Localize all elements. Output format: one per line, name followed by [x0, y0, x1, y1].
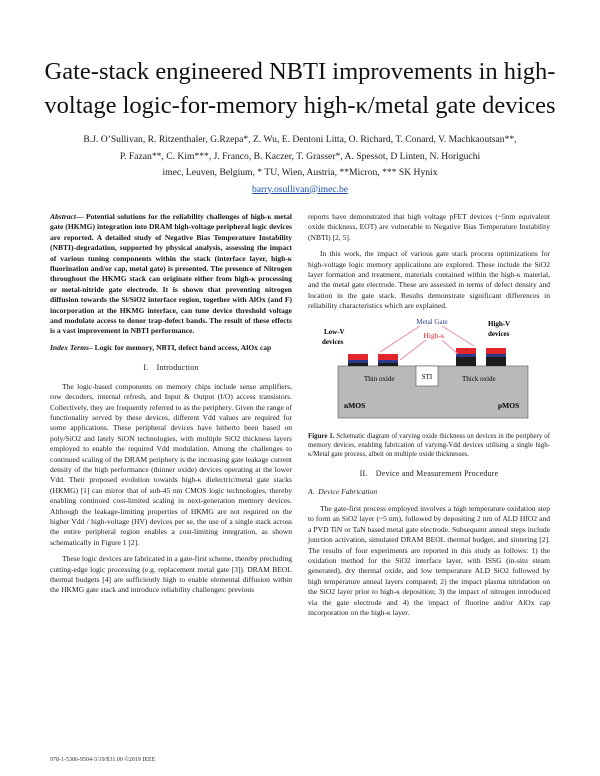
- low-v-gate-stack-1: [348, 354, 368, 366]
- left-column: [50, 212, 292, 602]
- subsection-heading-fabrication: A. Device Fabrication: [308, 487, 378, 497]
- email-link[interactable]: barry.osullivan@imec.be: [251, 183, 349, 195]
- metal-gate-pointer-2: [442, 326, 474, 346]
- thick-oxide-label: Thick oxide: [462, 374, 496, 383]
- copyright-footer: 978-1-5386-9504-3/19/$31.00 ©2019 IEEE: [50, 757, 156, 763]
- low-v-label: Low-V: [324, 327, 345, 336]
- high-k-pointer-2: [442, 340, 458, 354]
- author-line-1: B.J. O’Sullivan, R. Ritzenthaler, G.Rzepa*, Z. Wu, E. Dentoni Litta, O. Richard, T. Conard, V. Machkaoutsan**,: [83, 134, 517, 145]
- intro-paragraph-1: The logic-based components on memory chips include sense amplifiers, row decoders, internal refresh, and Input & Output (I/O) access transistors. Collectively, they are frequently referred to as the periphery. Given the range of functionality served by these devices, different Vdd values are required for some applications. These peripheral devices have hitherto been based on poly/SiO2 and lately SiON technologies, with multiple SiO2 thickness layers employed to enable the required Vdd modulation. Among the challenges to continued scaling of the DRAM periphery is the increasing gate leakage current density of the high performance (thinner oxide) devices operating at the lower Vdd. Their proposed evolution towards high-κ dielectric/metal gate stacks (HKMG) [1] can mirror that of sub-45 nm CMOS logic technologies, thereby enabling continued cost-limited scaling in next-generation memory devices. Although the leakage-limiting properties of HKMG are not required on the higher Vdd / high-voltage (HV) devices per se, the use of a single stack across the entire peripheral region enables a cost-limiting integration, as shown schematically in Figure 1 [2].: [50, 381, 292, 547]
- metal-gate-pointer: [380, 326, 420, 352]
- high-k-pointer: [400, 340, 426, 360]
- right-paragraph-1: reports have demonstrated that high voltage pFET devices (~5nm equivalent oxide thickness, EOT) are vulnerable to Negative Bias Temperature Instability (NBTI) [2, 5].: [308, 212, 550, 242]
- abstract: [50, 212, 292, 337]
- author-block: [40, 132, 560, 198]
- thin-oxide-label: Thin oxide: [364, 374, 395, 383]
- high-v-gate-stack-1: [456, 348, 476, 366]
- abstract-text: — Potential solutions for the reliability challenges of high-κ metal gate (HKMG) integration into DRAM high-voltage peripheral logic devices are reported. A detailed study of Negative Bias Temperature Instability (NBTI)-degradation, supported by physical analysis, assessing the impact of various tuning components within the stack (interface layer, high-κ fluorination and/or cap, metal gate) is presented. The presence of Nitrogen throughout the HKMG stack can originate either from high-κ processing or metal-nitride gate electrode. It is shown that preventing nitrogen diffusion towards the Si/SiO2 interface region, together with AlOx (and F) incorporation at the HKMG interface, can tune device threshold voltage and modulate access to donor trap-defect bands. The result of these effects is a vast improvement in NBTI performance.: [50, 212, 292, 336]
- figure-1: [308, 318, 550, 459]
- fabrication-paragraph: The gate-first process employed involves a high temperature oxidation step to form an SiO2 layer (~5 nm), followed by depositing 2 nm of ALD HfO2 and a PVD TiN or TaN based metal gate electrode. Subsequent anneal steps include junction activation, simulated DRAM BEOL thermal budget, and sintering [2]. The results of four experiments are reported in this study as follows: 1) the oxidation method for the SiO2 interface layer, with ISSG (in-situ steam generated), dry thermal oxide, and low temperature ALD SiO2 followed by high temperature anneal layers compared; 2) the impact plasma nitridation on the SiO2 layer prior to high-κ deposition; 3) the impact of nitrogen introduced via the gate electrode and 4) the impact of fluorine and/or AlOx cap incorporation on the high-κ layer.: [308, 503, 550, 617]
- high-v-label: High-V: [488, 319, 511, 328]
- figure-caption: [308, 432, 550, 459]
- nmos-label: nMOS: [344, 400, 366, 410]
- index-terms: [50, 343, 292, 353]
- high-v-gate-stack-2: [486, 348, 506, 366]
- high-k-label: High-κ: [423, 330, 445, 340]
- low-v-devices-label: devices: [322, 337, 344, 346]
- metal-gate-label: Metal Gate: [416, 317, 448, 326]
- abstract-label: Abstract: [50, 212, 76, 221]
- right-column: [308, 212, 550, 624]
- figure-caption-text: Schematic diagram of varying oxide thickness on devices in the periphery of memory devices, enabling fabrication of varying-Vdd devices utilising a single high-κ/Metal gate process, albeit on multiple oxide thicknesses.: [308, 433, 550, 459]
- low-v-gate-stack-2: [378, 354, 398, 366]
- section-heading-introduction: I. Introduction: [143, 363, 199, 373]
- device-schematic: [308, 318, 550, 426]
- pmos-label: pMOS: [498, 400, 520, 410]
- intro-paragraph-2: These logic devices are fabricated in a gate-first scheme, thereby precluding cutting-edge logic processing (e.g. replacement metal gate [3]). DRAM BEOL thermal budgets [4] are sufficiently high to enable elemental diffusion within the HKMG gate stack and introduce reliability challenges: previous: [50, 554, 292, 595]
- index-terms-label: Index Terms: [50, 342, 89, 352]
- paper-title: Gate-stack engineered NBTI improvements in high-voltage logic-for-memory high-κ/metal gate devices: [44, 58, 556, 119]
- section-heading-device: II. Device and Measurement Procedure: [359, 469, 499, 479]
- high-v-devices-label: devices: [488, 329, 510, 338]
- author-line-2: P. Fazan**, C. Kim***, J. Franco, B. Kaczer, T. Grasser*, A. Spessot, D Linten, N. Horiguchi: [119, 150, 481, 162]
- figure-caption-label: Figure 1.: [308, 433, 335, 441]
- sti-label: STI: [421, 372, 433, 381]
- index-terms-text: – Logic for memory, NBTI, defect band access, AlOx cap: [88, 342, 272, 352]
- right-paragraph-2: In this work, the impact of various gate stack process optimizations for high-voltage logic memory applications are explored. These include the SiO2 layer formation and treatment, materials contained within the high-κ material, and the metal gate electrode. These are assessed in terms of defect density and location in the gate stack. Results demonstrate significant differences in reliability characteristics which are explained.: [308, 249, 550, 311]
- affiliations: imec, Leuven, Belgium, * TU, Wien, Austria, **Micron, *** SK Hynix: [162, 167, 438, 178]
